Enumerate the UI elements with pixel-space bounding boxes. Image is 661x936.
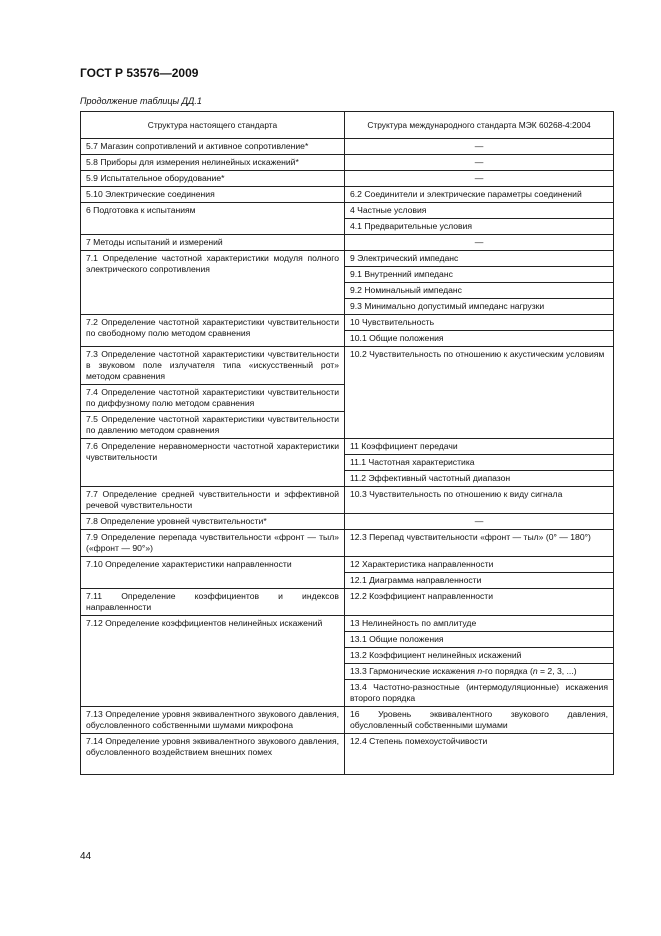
cell-current: 7.11 Определение коэффициентов и индексов направленности bbox=[81, 589, 345, 616]
correspondence-table bbox=[80, 111, 614, 775]
col-header-iec-standard: Структура международного стандарта МЭК 60268-4:2004 bbox=[345, 112, 614, 139]
cell-iec: 12.1 Диаграмма направленности bbox=[345, 573, 614, 589]
variable-n: n bbox=[477, 666, 483, 676]
cell-iec: 13.2 Коэффициент нелинейных искажений bbox=[345, 648, 614, 664]
cell-iec: 9.3 Минимально допустимый импеданс нагрузки bbox=[345, 299, 614, 315]
table-row bbox=[81, 707, 614, 734]
cell-iec: 4.1 Предварительные условия bbox=[345, 219, 614, 235]
cell-current: 7.1 Определение частотной характеристики модуля полного электрического сопротивления bbox=[81, 251, 345, 315]
cell-current: 5.9 Испытательное оборудование* bbox=[81, 171, 345, 187]
cell-iec: — bbox=[345, 514, 614, 530]
cell-current: 7.10 Определение характеристики направленности bbox=[81, 557, 345, 589]
cell-iec: 12 Характеристика направленности bbox=[345, 557, 614, 573]
cell-iec: 11.2 Эффективный частотный диапазон bbox=[345, 471, 614, 487]
cell-iec: 11.1 Частотная характеристика bbox=[345, 455, 614, 471]
table-row bbox=[81, 487, 614, 514]
cell-iec: — bbox=[345, 155, 614, 171]
cell-iec: 10.3 Чувствительность по отношению к виду сигнала bbox=[345, 487, 614, 514]
col-header-current-standard: Структура настоящего стандарта bbox=[81, 112, 345, 139]
cell-iec: 10 Чувствительность bbox=[345, 315, 614, 331]
cell-iec: — bbox=[345, 139, 614, 155]
document-title: ГОСТ Р 53576—2009 bbox=[80, 66, 199, 80]
table-row bbox=[81, 235, 614, 251]
cell-text: -го порядка ( bbox=[482, 666, 533, 676]
cell-current: 5.10 Электрические соединения bbox=[81, 187, 345, 203]
cell-iec: 9.2 Номинальный импеданс bbox=[345, 283, 614, 299]
cell-iec: 13 Нелинейность по амплитуде bbox=[345, 616, 614, 632]
cell-iec: — bbox=[345, 235, 614, 251]
cell-iec: 11 Коэффициент передачи bbox=[345, 439, 614, 455]
cell-current: 7.6 Определение неравномерности частотной характеристики чувствительности bbox=[81, 439, 345, 487]
table-row bbox=[81, 589, 614, 616]
cell-current: 7.9 Определение перепада чувствительности «фронт — тыл» («фронт — 90°») bbox=[81, 530, 345, 557]
table-row bbox=[81, 251, 614, 267]
cell-iec: 13.4 Частотно-разностные (интермодуляционные) искажения второго порядка bbox=[345, 680, 614, 707]
table-row bbox=[81, 530, 614, 557]
table-row bbox=[81, 155, 614, 171]
cell-current: 5.8 Приборы для измерения нелинейных искажений* bbox=[81, 155, 345, 171]
cell-text: 13.3 Гармонические искажения bbox=[350, 666, 478, 676]
cell-current: 7.12 Определение коэффициентов нелинейных искажений bbox=[81, 616, 345, 707]
cell-iec: 9 Электрический импеданс bbox=[345, 251, 614, 267]
cell-iec: 10.1 Общие положения bbox=[345, 331, 614, 347]
table-row bbox=[81, 347, 614, 385]
table-row bbox=[81, 203, 614, 219]
cell-iec: 10.2 Чувствительность по отношению к акустическим условиям bbox=[345, 347, 614, 439]
cell-iec: 12.3 Перепад чувствительности «фронт — тыл» (0° — 180°) bbox=[345, 530, 614, 557]
cell-current: 7.7 Определение средней чувствительности и эффективной речевой чувствительности bbox=[81, 487, 345, 514]
cell-text: = 2, 3, ...) bbox=[537, 666, 577, 676]
table-continuation-caption: Продолжение таблицы ДД.1 bbox=[80, 96, 202, 106]
table-row bbox=[81, 557, 614, 573]
cell-current: 7.13 Определение уровня эквивалентного звукового давления, обусловленного собственными шумами микрофона bbox=[81, 707, 345, 734]
cell-current: 7.14 Определение уровня эквивалентного звукового давления, обусловленного воздействием внешних помех bbox=[81, 734, 345, 775]
page-number: 44 bbox=[80, 851, 92, 862]
cell-iec: 13.1 Общие положения bbox=[345, 632, 614, 648]
table-row bbox=[81, 439, 614, 455]
cell-iec: 16 Уровень эквивалентного звукового давления, обусловленный собственными шумами bbox=[345, 707, 614, 734]
cell-iec: 6.2 Соединители и электрические параметры соединений bbox=[345, 187, 614, 203]
cell-current: 6 Подготовка к испытаниям bbox=[81, 203, 345, 235]
table-row bbox=[81, 187, 614, 203]
variable-n: n bbox=[532, 666, 538, 676]
cell-current: 7 Методы испытаний и измерений bbox=[81, 235, 345, 251]
cell-current: 7.2 Определение частотной характеристики чувствительности по свободному полю методом сравнения bbox=[81, 315, 345, 347]
table-row bbox=[81, 315, 614, 331]
table-row bbox=[81, 139, 614, 155]
table-row bbox=[81, 734, 614, 775]
cell-iec: — bbox=[345, 171, 614, 187]
cell-iec: 12.2 Коэффициент направленности bbox=[345, 589, 614, 616]
cell-iec: 4 Частные условия bbox=[345, 203, 614, 219]
table-row bbox=[81, 616, 614, 632]
cell-current: 7.8 Определение уровней чувствительности* bbox=[81, 514, 345, 530]
cell-current: 7.3 Определение частотной характеристики чувствительности в звуковом поле излучателя типа «искусственный рот» методом сравнения bbox=[81, 347, 345, 385]
cell-iec bbox=[345, 664, 614, 680]
cell-iec: 9.1 Внутренний импеданс bbox=[345, 267, 614, 283]
cell-current: 5.7 Магазин сопротивлений и активное сопротивление* bbox=[81, 139, 345, 155]
table-row bbox=[81, 514, 614, 530]
cell-iec: 12.4 Степень помехоустойчивости bbox=[345, 734, 614, 775]
table-header-row bbox=[81, 112, 614, 139]
cell-current: 7.5 Определение частотной характеристики чувствительности по давлению методом сравнения bbox=[81, 412, 345, 439]
table-row bbox=[81, 171, 614, 187]
cell-current: 7.4 Определение частотной характеристики чувствительности по диффузному полю методом сравнения bbox=[81, 385, 345, 412]
